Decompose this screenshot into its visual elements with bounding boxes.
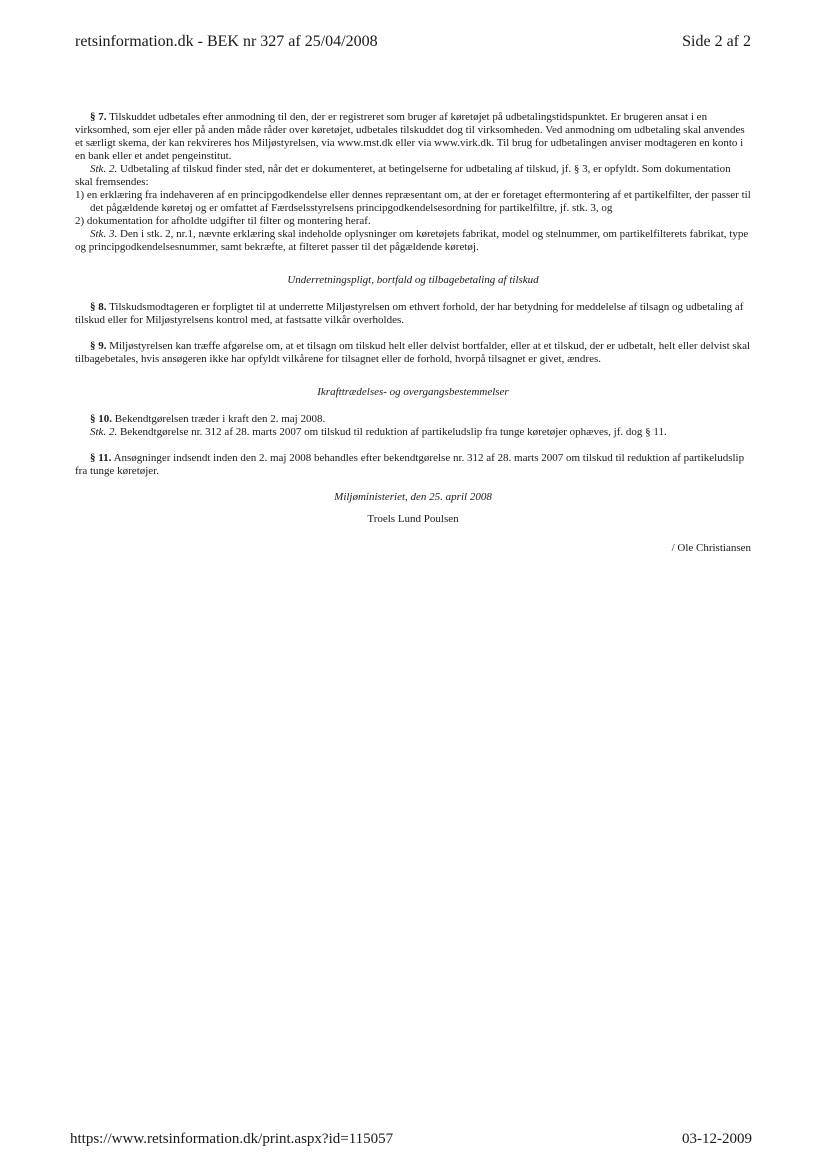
page-number: Side 2 af 2 bbox=[682, 33, 751, 50]
footer-date: 03-12-2009 bbox=[682, 1131, 752, 1147]
paragraph-text: Bekendtgørelse nr. 312 af 28. marts 2007 om tilskud til reduktion af partikeludslip fra tunge køretøjer ophæves, jf. dog § 11. bbox=[119, 426, 667, 438]
page-header-title: retsinformation.dk - BEK nr 327 af 25/04/2008 bbox=[75, 33, 378, 50]
section-label: § 9. bbox=[90, 340, 107, 352]
section-label: § 11. bbox=[90, 452, 112, 464]
paragraph-text: Tilskuddet udbetales efter anmodning til den, der er registreret som bruger af køretøjet på udbetalingstidspunktet. Er brugeren ansat i en virksomhed, som ejer eller på anden måde råder over køretøjet, udbetales tilskuddet dog til virksomheden. Ved anmodning om udbetaling skal anvendes et særligt skema, der kan rekvireres hos Miljøstyrelsen, via www.mst.dk eller via www.virk.dk. Til brug for udbetalingen anviser modtageren en konto i en bank eller et andet pengeinstitut. bbox=[75, 111, 745, 162]
paragraph-text: Miljøstyrelsen kan træffe afgørelse om, at et tilsagn om tilskud helt eller delvist bortfalder, eller at et tilskud, der er udbetalt, helt eller delvist skal tilbagebetales, hvis ansøgeren ikke har opfyldt vilkårene for tilsagnet eller de forhold, hvorpå tilsagnet er givet, ændres. bbox=[75, 340, 751, 365]
subsection-label: Stk. 3. bbox=[90, 228, 118, 240]
paragraph-7 bbox=[75, 111, 751, 163]
paragraph-text: Udbetaling af tilskud finder sted, når det er dokumenteret, at betingelserne for udbetaling af tilskud, jf. § 3, er opfyldt. Som dokumentation skal fremsendes: bbox=[75, 163, 731, 188]
minister-name: Troels Lund Poulsen bbox=[367, 513, 459, 525]
subsection-label: Stk. 2. bbox=[90, 163, 118, 175]
section-label: § 8. bbox=[90, 301, 107, 313]
paragraph-text: Tilskudsmodtageren er forpligtet til at underrette Miljøstyrelsen om ethvert forhold, der har betydning for meddelelse af tilsagn og udbetaling af tilskud eller for Miljøstyrelsens kontrol med, at fastsatte vilkår overholdes. bbox=[75, 301, 744, 326]
paragraph-7-stk-3 bbox=[75, 228, 751, 254]
section-heading: Underretningspligt, bortfald og tilbagebetaling af tilskud bbox=[287, 274, 539, 286]
footer-url: https://www.retsinformation.dk/print.aspx?id=115057 bbox=[70, 1131, 394, 1147]
ministry-date: Miljøministeriet, den 25. april 2008 bbox=[334, 491, 492, 503]
subsection-label: Stk. 2. bbox=[90, 426, 118, 438]
paragraph-8 bbox=[75, 301, 751, 327]
paragraph-7-stk-2 bbox=[75, 163, 751, 189]
section-label: § 10. bbox=[90, 413, 112, 425]
list-item: 2) dokumentation for afholdte udgifter til filter og montering heraf. bbox=[75, 215, 371, 227]
paragraph-10-stk-2 bbox=[75, 426, 751, 439]
paragraph-text: Ansøgninger indsendt inden den 2. maj 2008 behandles efter bekendtgørelse nr. 312 af 28. marts 2007 om tilskud til reduktion af partikeludslip fra tunge køretøjer. bbox=[75, 452, 745, 477]
paragraph-10 bbox=[75, 413, 751, 426]
section-heading: Ikrafttrædelses- og overgangsbestemmelser bbox=[317, 386, 509, 398]
section-label: § 7. bbox=[90, 111, 107, 123]
paragraph-text: Den i stk. 2, nr.1, nævnte erklæring skal indeholde oplysninger om køretøjets fabrikat, model og stelnummer, om partikelfilterets fabrikat, type og principgodkendelsesnummer, samt bekræfte, at filteret passer til det pågældende køretøj. bbox=[75, 228, 749, 253]
list-item: 1) en erklæring fra indehaveren af en principgodkendelse eller dennes repræsentant om, at der er foretaget eftermontering af et partikelfilter, der passer til det pågældende køretøj og er omfattet af Færdselsstyrelsens principgodkendelsesordning for partikelfiltre, jf. stk. 3, og bbox=[75, 189, 751, 214]
official-name: / Ole Christiansen bbox=[671, 542, 751, 554]
document-body bbox=[75, 111, 751, 555]
paragraph-9 bbox=[75, 340, 751, 366]
paragraph-text: Bekendtgørelsen træder i kraft den 2. maj 2008. bbox=[114, 413, 326, 425]
paragraph-11 bbox=[75, 452, 751, 478]
